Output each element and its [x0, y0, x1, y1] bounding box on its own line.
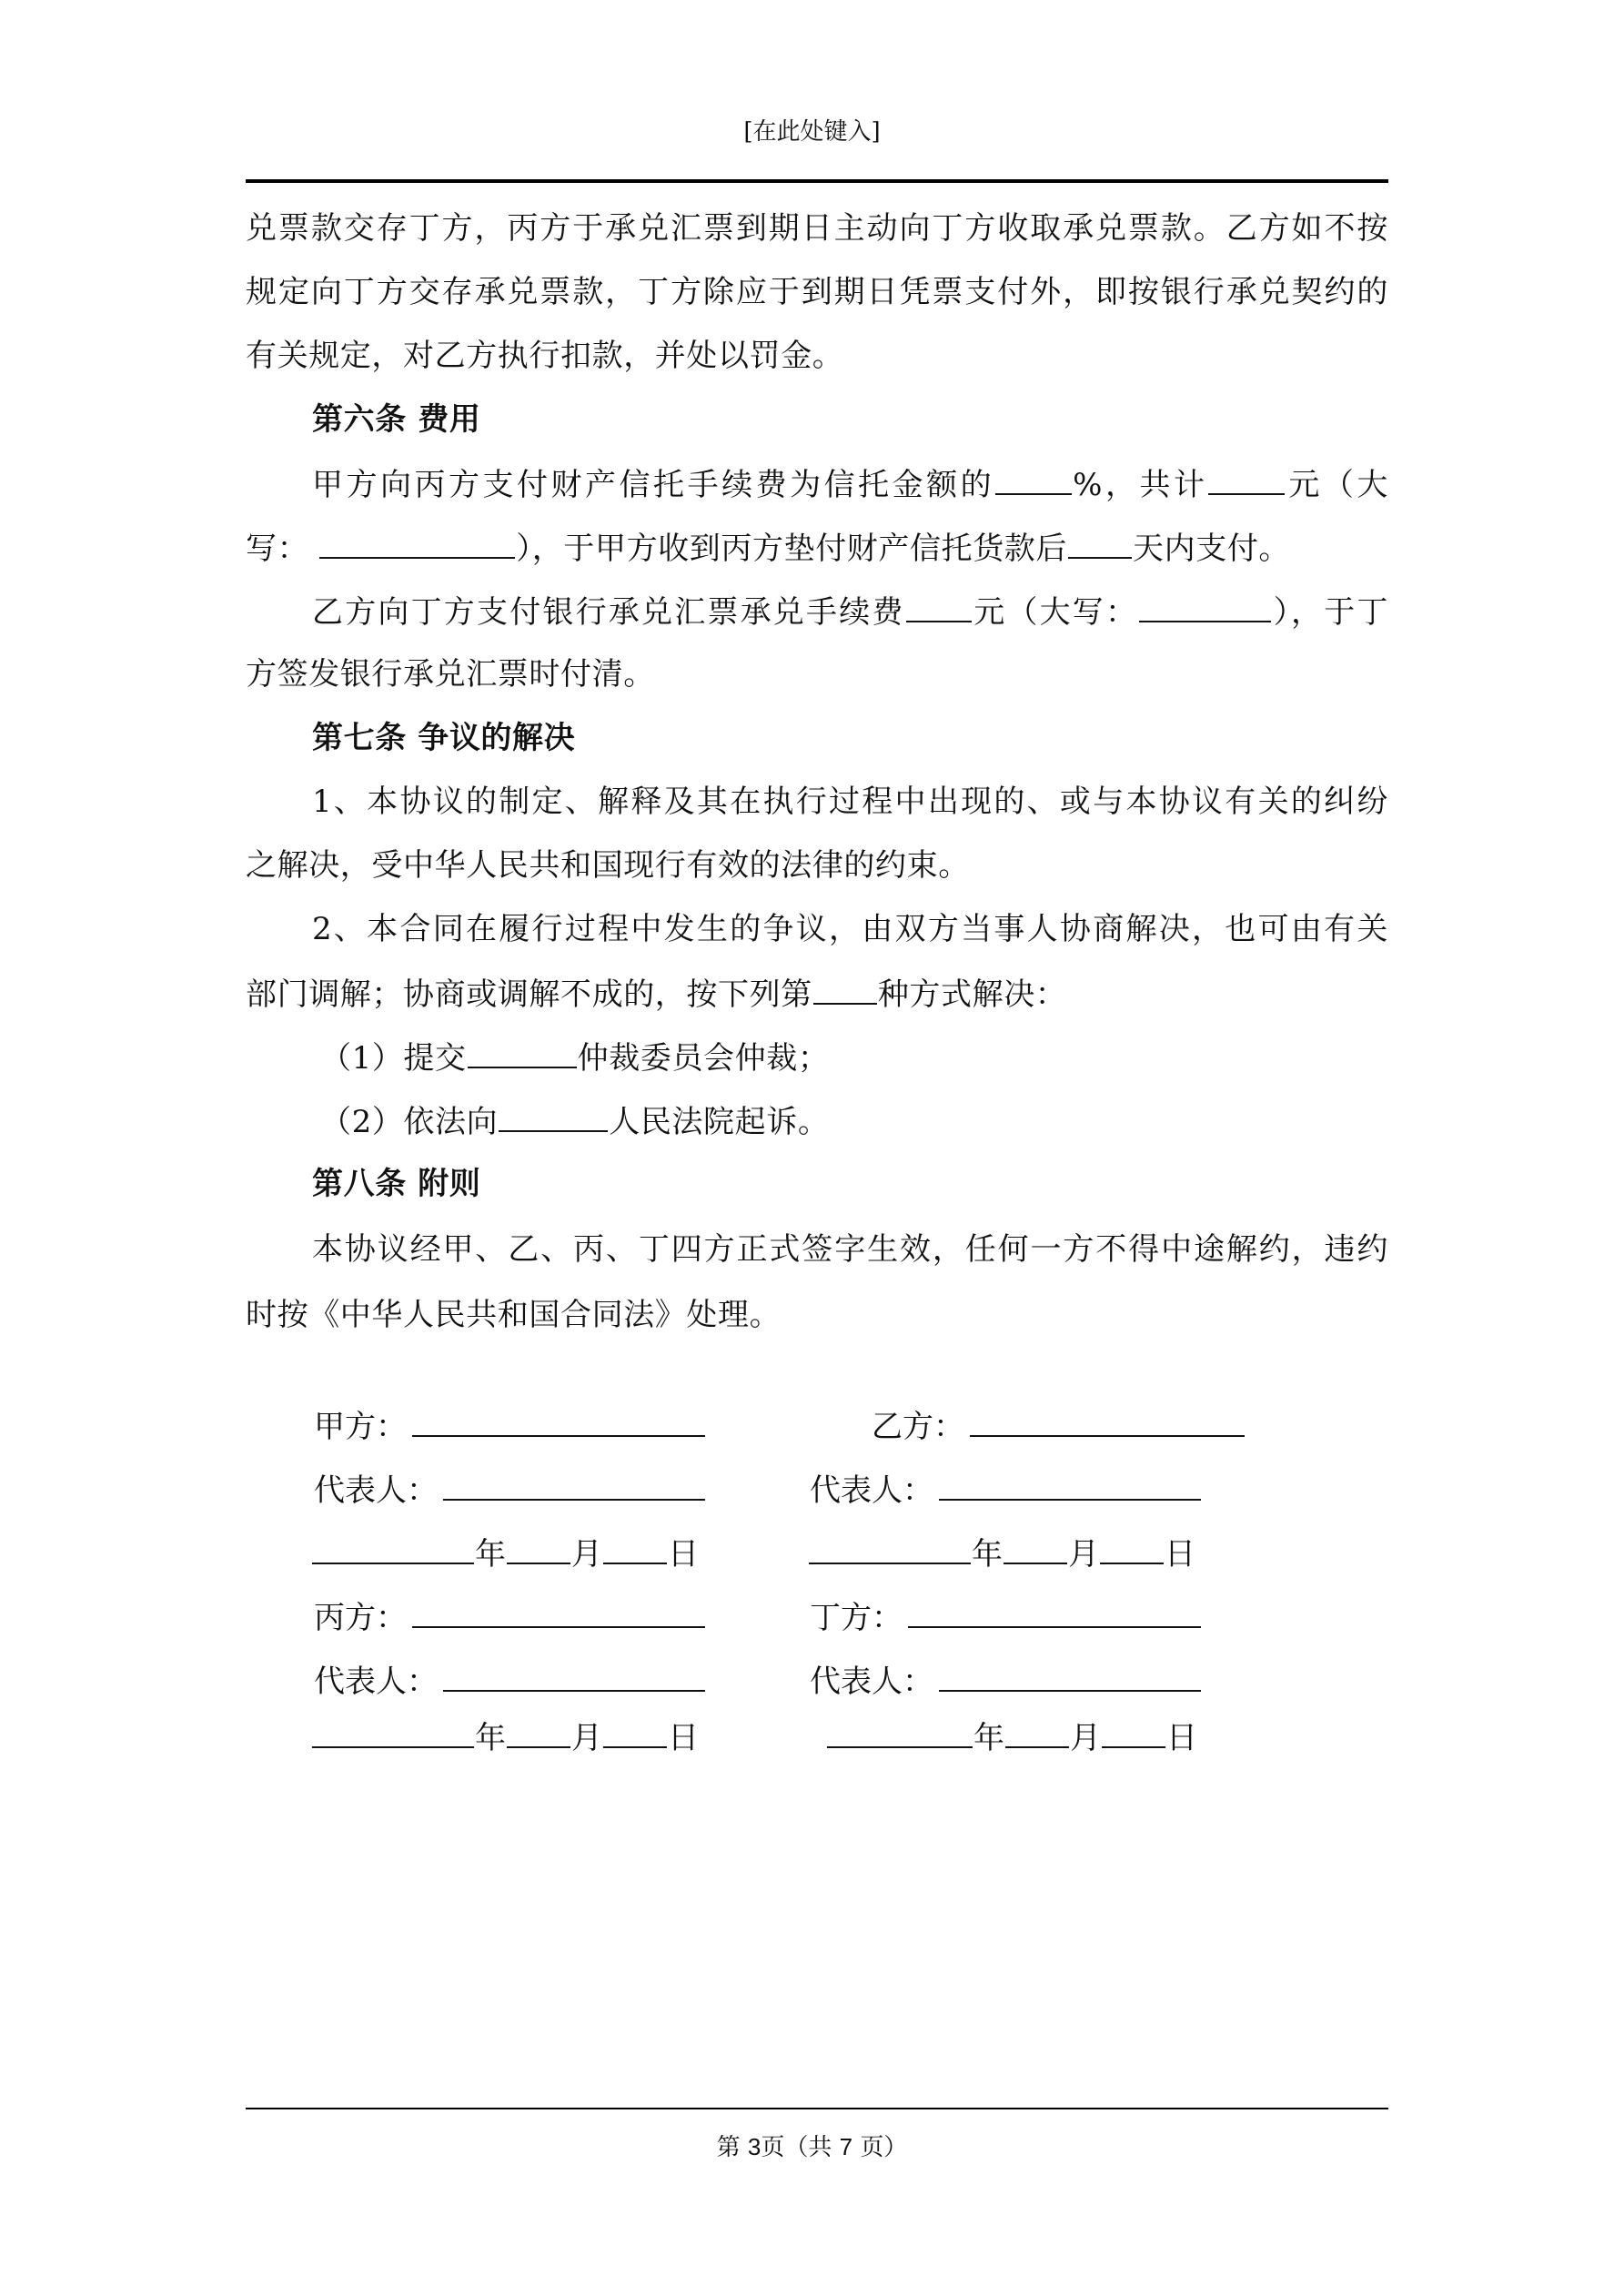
date-a: [311, 1532, 699, 1577]
fill-blank-percent[interactable]: [995, 460, 1072, 495]
signature-line[interactable]: [412, 1404, 705, 1437]
text: ），于甲方收到丙方垫付财产信托货款后: [516, 531, 1068, 567]
header-rule: [246, 179, 1388, 183]
fill-blank-days[interactable]: [1068, 524, 1132, 559]
fill-blank-total[interactable]: [1208, 460, 1285, 495]
date-b: [808, 1532, 1195, 1577]
signature-line[interactable]: [443, 1468, 705, 1501]
label: 代表人：: [810, 1472, 933, 1509]
day-blank[interactable]: [1100, 1532, 1164, 1564]
month-blank[interactable]: [1005, 1715, 1069, 1748]
year-blank[interactable]: [827, 1715, 973, 1748]
text: 页（共: [761, 2134, 840, 2161]
year-blank[interactable]: [809, 1532, 971, 1564]
body-line: 有关规定，对乙方执行扣款，并处以罚金。: [246, 338, 844, 374]
text: 甲方向丙方支付财产信托手续费为信托金额的: [312, 467, 995, 503]
signature-line[interactable]: [939, 1659, 1201, 1692]
label: 月: [1070, 1720, 1101, 1756]
article-6-heading: 第六条 费用: [312, 401, 481, 438]
current-page: 3: [747, 2133, 762, 2160]
signature-party-c: [314, 1595, 706, 1641]
fill-blank-amount-words[interactable]: [319, 524, 515, 559]
date-c: [311, 1715, 699, 1761]
signature-party-a: [314, 1404, 706, 1450]
month-blank[interactable]: [1004, 1532, 1067, 1564]
label: 代表人：: [810, 1664, 933, 1700]
label: 代表人：: [314, 1472, 438, 1509]
label: 日: [668, 1720, 699, 1756]
article-7-item2-line2: [246, 970, 1388, 1016]
article-7-option1: [320, 1034, 1463, 1079]
article-6-p2-line1: [312, 588, 1388, 633]
label: 日: [668, 1536, 699, 1573]
body-line: 方签发银行承兑汇票时付清。: [246, 656, 655, 693]
text: 种方式解决：: [877, 976, 1067, 1013]
text: （1）提交: [320, 1040, 467, 1077]
fill-blank-court[interactable]: [499, 1097, 608, 1132]
label: 月: [1068, 1536, 1099, 1573]
article-6-p1-line1: [312, 460, 1388, 506]
label: 年: [475, 1720, 506, 1756]
body-line: 1、本协议的制定、解释及其在执行过程中出现的、或与本协议有关的纠纷: [312, 784, 1388, 820]
label: 年: [973, 1720, 1004, 1756]
fill-blank-arbitration[interactable]: [468, 1034, 577, 1068]
body-line: 规定向丁方交存承兑票款，丁方除应于到期日凭票支付外，即按银行承兑契约的: [246, 274, 1388, 310]
text: ），于丁: [1272, 594, 1389, 631]
signature-line[interactable]: [970, 1404, 1245, 1437]
label: 甲方：: [314, 1409, 407, 1445]
text: %，共计: [1073, 467, 1208, 503]
article-7-option2: [320, 1097, 1463, 1143]
text: 天内支付。: [1133, 531, 1291, 567]
year-blank[interactable]: [312, 1532, 474, 1564]
text: （2）依法向: [320, 1104, 499, 1140]
text: 页）: [852, 2134, 908, 2161]
date-d: [826, 1715, 1197, 1761]
body-line: 本协议经甲、乙、丙、丁四方正式签字生效，任何一方不得中途解约，违约: [312, 1231, 1388, 1268]
day-blank[interactable]: [603, 1715, 667, 1748]
signature-line[interactable]: [443, 1659, 705, 1692]
signature-line[interactable]: [939, 1468, 1201, 1501]
label: 代表人：: [314, 1664, 438, 1700]
representative-a: [314, 1468, 706, 1513]
representative-b: [810, 1468, 1202, 1513]
text: 部门调解；协商或调解不成的，按下列第: [246, 976, 812, 1013]
label: 日: [1165, 1536, 1195, 1573]
day-blank[interactable]: [1102, 1715, 1165, 1748]
month-blank[interactable]: [507, 1715, 570, 1748]
page-number: [0, 2129, 1624, 2165]
signature-line[interactable]: [412, 1595, 705, 1628]
signature-line[interactable]: [908, 1595, 1201, 1628]
month-blank[interactable]: [507, 1532, 570, 1564]
text: 元（大写：: [972, 594, 1139, 631]
article-6-p1-line2: [246, 524, 1388, 570]
body-line: 兑票款交存丁方，丙方于承兑汇票到期日主动向丁方收取承兑票款。乙方如不按: [246, 210, 1388, 247]
day-blank[interactable]: [603, 1532, 667, 1564]
article-7-heading: 第七条 争议的解决: [312, 720, 576, 756]
year-blank[interactable]: [312, 1715, 474, 1748]
fill-blank-fee[interactable]: [906, 588, 972, 622]
label: 年: [972, 1536, 1003, 1573]
text: 第: [716, 2134, 748, 2161]
signature-party-d: [810, 1595, 1202, 1641]
label: 乙方：: [872, 1409, 964, 1445]
total-pages: 7: [839, 2133, 853, 2160]
representative-c: [314, 1659, 706, 1704]
text: 仲裁委员会仲裁；: [577, 1040, 830, 1077]
representative-d: [810, 1659, 1202, 1704]
signature-party-b: [872, 1404, 1246, 1450]
label: 丁方：: [810, 1600, 903, 1636]
label: 日: [1166, 1720, 1197, 1756]
page-header: [在此处键入]: [743, 118, 881, 146]
label: 月: [571, 1536, 602, 1573]
body-line: 之解决，受中华人民共和国现行有效的法律的约束。: [246, 847, 970, 884]
text: 写：: [246, 531, 309, 567]
text: 人民法院起诉。: [609, 1104, 830, 1140]
footer-rule: [246, 2108, 1388, 2109]
label: 月: [571, 1720, 602, 1756]
label: 丙方：: [314, 1600, 407, 1636]
article-8-heading: 第八条 附则: [312, 1166, 481, 1202]
fill-blank-method[interactable]: [813, 970, 877, 1005]
text: 乙方向丁方支付银行承兑汇票承兑手续费: [312, 594, 905, 631]
text: 元（大: [1286, 467, 1388, 503]
body-line: 2、本合同在履行过程中发生的争议，由双方当事人协商解决，也可由有关: [312, 911, 1388, 947]
label: 年: [475, 1536, 506, 1573]
fill-blank-fee-words[interactable]: [1139, 588, 1271, 622]
body-line: 时按《中华人民共和国合同法》处理。: [246, 1297, 782, 1333]
